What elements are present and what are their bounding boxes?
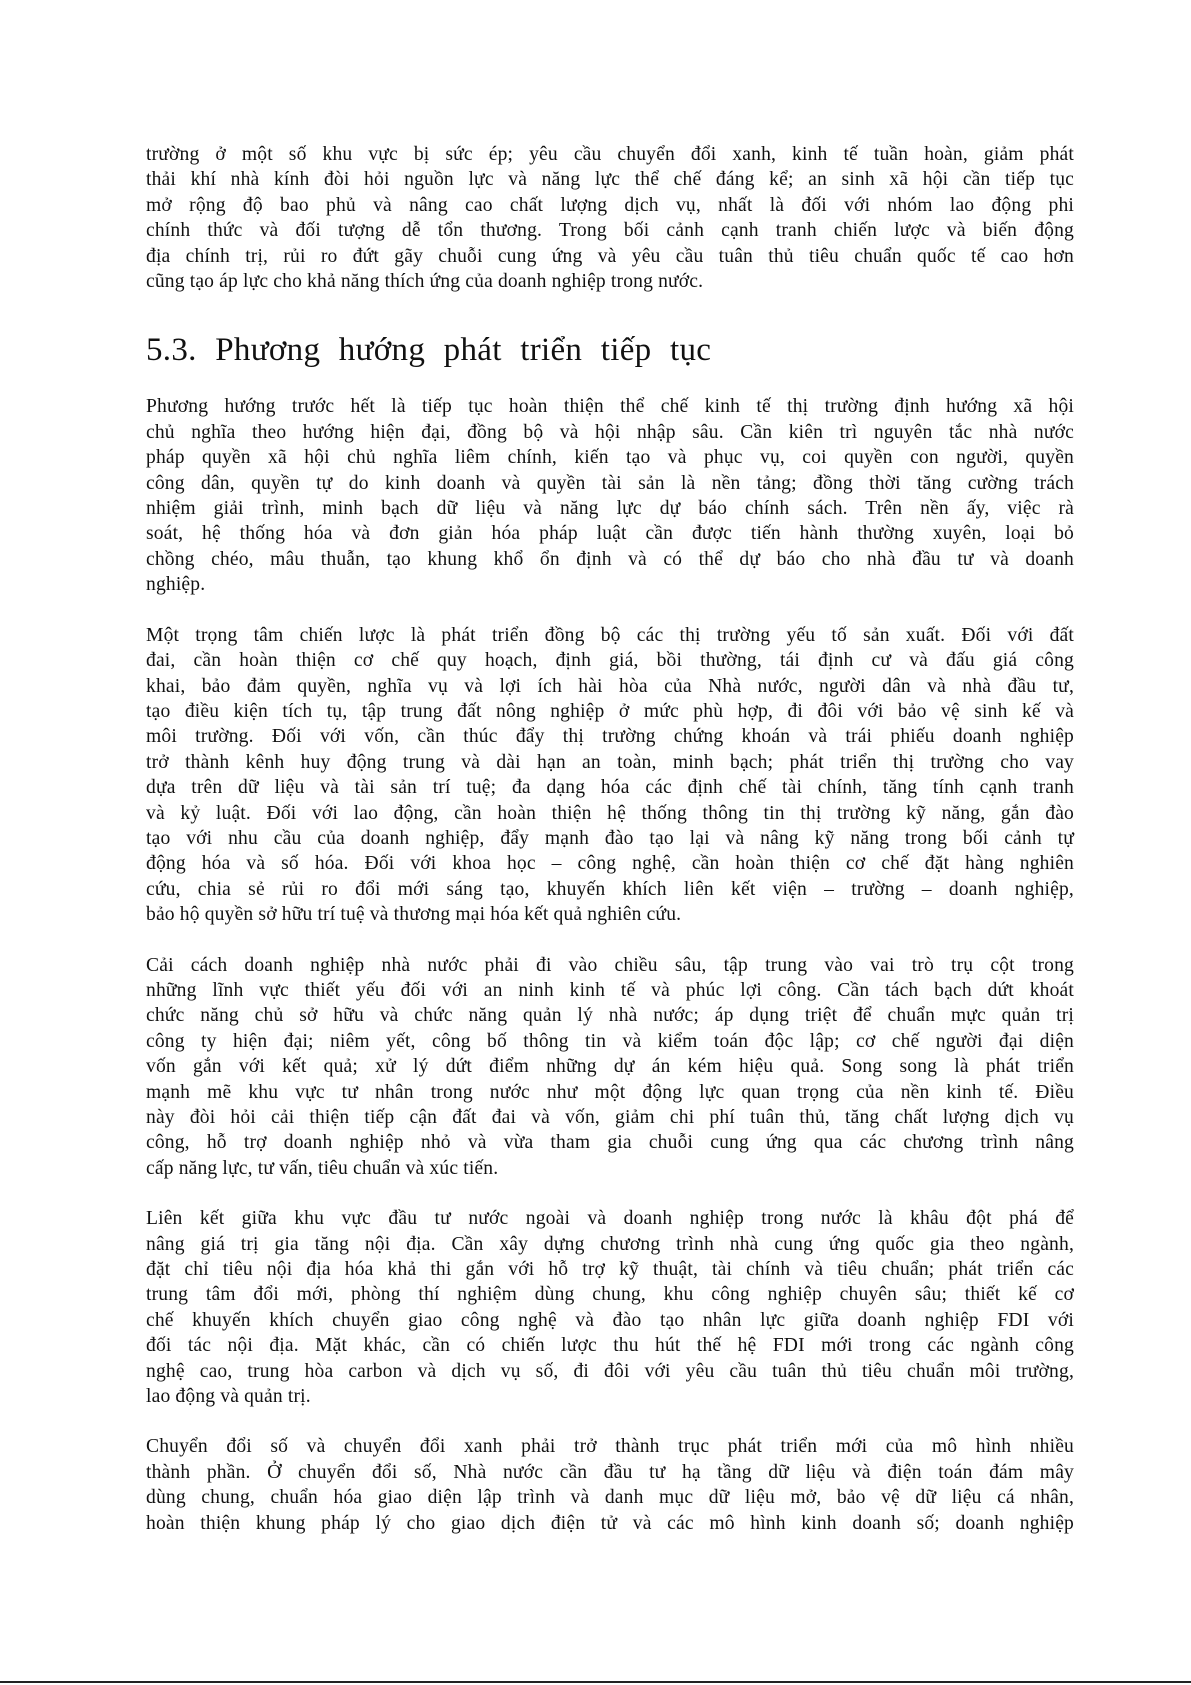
- page-bottom-rule: [0, 1681, 1191, 1683]
- text-line: trở thành kênh huy động trung và dài hạn an toàn, minh bạch; phát triển thị trường cho vay: [146, 751, 1074, 773]
- paragraph-factor-markets: [146, 623, 1074, 928]
- text-line: chế khuyến khích chuyển giao công nghệ và đào tạo nhân lực giữa doanh nghiệp FDI với: [146, 1309, 1074, 1331]
- text-line: cấp năng lực, tư vấn, tiêu chuẩn và xúc tiến.: [146, 1157, 499, 1179]
- text-line: Cải cách doanh nghiệp nhà nước phải đi vào chiều sâu, tập trung vào vai trò trụ cột trong: [146, 954, 1074, 976]
- text-line: tạo điều kiện tích tụ, tập trung đất nông nghiệp ở mức phù hợp, đi đôi với bảo vệ sinh kế và: [146, 700, 1074, 722]
- paragraph-fdi-linkage: [146, 1206, 1074, 1409]
- text-line: cứu, chia sẻ rủi ro đổi mới sáng tạo, khuyến khích liên kết viện – trường – doanh nghiệp,: [146, 878, 1074, 900]
- document-page: [146, 142, 1074, 1536]
- text-line: mở rộng độ bao phủ và nâng cao chất lượng dịch vụ, nhất là đối với nhóm lao động phi: [146, 194, 1074, 216]
- text-line: này đòi hỏi cải thiện tiếp cận đất đai và vốn, giảm chi phí tuân thủ, tăng chất lượng dịch vụ: [146, 1107, 1074, 1128]
- text-line: mạnh mẽ khu vực tư nhân trong nước như một động lực quan trọng của nền kinh tế. Điều: [146, 1081, 1074, 1103]
- paragraph-soe-reform: [146, 953, 1074, 1182]
- text-line: trường ở một số khu vực bị sức ép; yêu cầu chuyển đổi xanh, kinh tế tuần hoàn, giảm phát: [146, 144, 1074, 165]
- text-line: những lĩnh vực thiết yếu đối với an ninh kinh tế và phúc lợi công. Cần tách bạch dứt khoát: [146, 979, 1074, 1001]
- text-line: nhiệm giải trình, minh bạch dữ liệu và năng lực dự báo chính sách. Trên nền ấy, việc rà: [146, 498, 1074, 520]
- text-line: thải khí nhà kính đòi hỏi nguồn lực và năng lực thể chế đáng kể; an sinh xã hội cần tiếp tục: [146, 169, 1074, 191]
- text-line: Phương hướng trước hết là tiếp tục hoàn thiện thể chế kinh tế thị trường định hướng xã hội: [146, 396, 1074, 418]
- text-line: chính thức và đối tượng dễ tổn thương. Trong bối cảnh cạnh tranh chiến lược và biến động: [146, 220, 1074, 242]
- paragraph-institutions: [146, 394, 1074, 597]
- intro-paragraph: [146, 142, 1074, 294]
- text-line: đối tác nội địa. Mặt khác, cần có chiến lược thu hút thế hệ FDI mới trong các ngành công: [146, 1335, 1074, 1357]
- text-line: chồng chéo, mâu thuẫn, tạo khung khổ ổn định và có thể dự báo cho nhà đầu tư và doanh: [146, 548, 1074, 570]
- text-line: công, hỗ trợ doanh nghiệp nhỏ và vừa tham gia chuỗi cung ứng qua các chương trình nâng: [146, 1132, 1074, 1154]
- text-line: Liên kết giữa khu vực đầu tư nước ngoài và doanh nghiệp trong nước là khâu đột phá để: [146, 1208, 1074, 1230]
- text-line: động hóa và số hóa. Đối với khoa học – công nghệ, cần hoàn thiện cơ chế đặt hàng nghiên: [146, 853, 1074, 875]
- text-line: nghiệp.: [146, 574, 206, 596]
- text-line: đặt chỉ tiêu nội địa hóa khả thi gắn với hỗ trợ kỹ thuật, tài chính và tiêu chuẩn; phát triển các: [146, 1259, 1074, 1281]
- text-line: pháp quyền xã hội chủ nghĩa liêm chính, kiến tạo và phục vụ, coi quyền con người, quyền: [146, 447, 1074, 469]
- section-heading: 5.3. Phương hướng phát triển tiếp tục: [146, 332, 712, 369]
- text-line: Một trọng tâm chiến lược là phát triển đồng bộ các thị trường yếu tố sản xuất. Đối với đất: [146, 624, 1074, 646]
- text-line: Chuyển đổi số và chuyển đổi xanh phải trở thành trục phát triển mới của mô hình nhiều: [146, 1436, 1074, 1458]
- text-line: khai, bảo đảm quyền, nghĩa vụ và lợi ích hài hòa của Nhà nước, người dân và nhà đầu tư,: [146, 675, 1074, 697]
- text-line: chủ nghĩa theo hướng hiện đại, đồng bộ và hội nhập sâu. Cần kiên trì nguyên tắc nhà nước: [146, 421, 1074, 443]
- text-line: dựa trên dữ liệu và tài sản trí tuệ; đa dạng hóa các định chế tài chính, tăng tính cạnh tranh: [146, 777, 1074, 799]
- text-line: môi trường. Đối với vốn, cần thúc đẩy thị trường chứng khoán và trái phiếu doanh nghiệp: [146, 726, 1074, 748]
- text-line: công ty hiện đại; niêm yết, công bố thông tin và kiểm toán độc lập; cơ chế người đại diện: [146, 1030, 1074, 1052]
- text-line: lao động và quản trị.: [146, 1386, 311, 1408]
- paragraph-digital-green: [146, 1434, 1074, 1536]
- text-line: nghệ cao, trung hòa carbon và dịch vụ số, đi đôi với yêu cầu tuân thủ tiêu chuẩn môi trường,: [146, 1360, 1074, 1382]
- text-line: dùng chung, chuẩn hóa giao diện lập trình và danh mục dữ liệu mở, bảo vệ dữ liệu cá nhân,: [146, 1487, 1074, 1509]
- text-line: tạo với nhu cầu của doanh nghiệp, đẩy mạnh đào tạo lại và nâng kỹ năng trong bối cảnh tự: [146, 827, 1074, 849]
- text-line: thành phần. Ở chuyển đổi số, Nhà nước cần đầu tư hạ tầng dữ liệu và điện toán đám mây: [146, 1461, 1074, 1483]
- text-line: bảo hộ quyền sở hữu trí tuệ và thương mại hóa kết quả nghiên cứu.: [146, 904, 682, 926]
- text-line: công dân, quyền tự do kinh doanh và quyền tài sản là nền tảng; đồng thời tăng cường trách: [146, 472, 1074, 494]
- text-line: đai, cần hoàn thiện cơ chế quy hoạch, định giá, bồi thường, tái định cư và đấu giá công: [146, 650, 1074, 672]
- text-line: chức năng chủ sở hữu và chức năng quản lý nhà nước; áp dụng triệt để chuẩn mực quản trị: [146, 1005, 1074, 1027]
- text-line: nâng giá trị gia tăng nội địa. Cần xây dựng chương trình nhà cung ứng quốc gia theo ngành,: [146, 1233, 1074, 1255]
- text-line: địa chính trị, rủi ro đứt gãy chuỗi cung ứng và yêu cầu tuân thủ tiêu chuẩn quốc tế cao hơn: [146, 245, 1074, 267]
- text-line: trung tâm đổi mới, phòng thí nghiệm dùng chung, khu công nghiệp chuyên sâu; thiết kế cơ: [146, 1284, 1074, 1306]
- text-line: và kỷ luật. Đối với lao động, cần hoàn thiện hệ thống thông tin thị trường kỹ năng, gắn đào: [146, 802, 1074, 824]
- text-line: soát, hệ thống hóa và đơn giản hóa pháp luật cần được tiến hành thường xuyên, loại bỏ: [146, 523, 1074, 545]
- text-line: vốn gắn với kết quả; xử lý dứt điểm những dự án kém hiệu quả. Song song là phát triển: [146, 1056, 1074, 1078]
- text-line: cũng tạo áp lực cho khả năng thích ứng của doanh nghiệp trong nước.: [146, 271, 704, 293]
- text-line: hoàn thiện khung pháp lý cho giao dịch điện tử và các mô hình kinh doanh số; doanh nghiệp: [146, 1512, 1074, 1534]
